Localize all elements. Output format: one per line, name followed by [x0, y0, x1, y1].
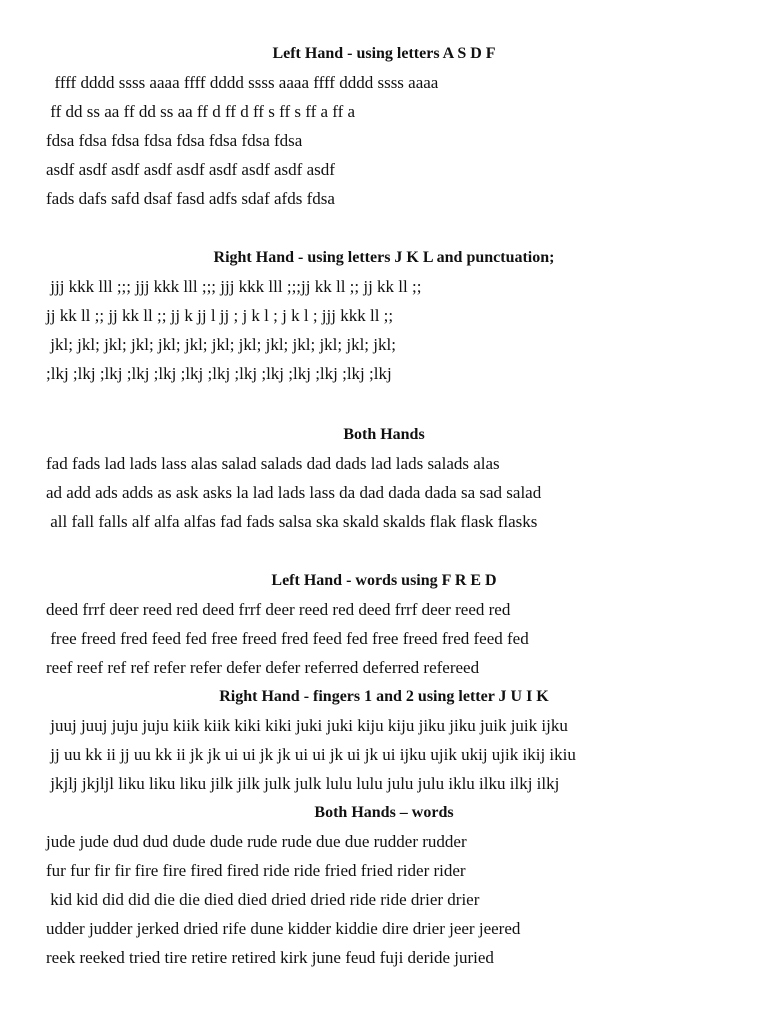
section-heading-left-hand-asdf: Left Hand - using letters A S D F — [272, 45, 496, 62]
text-line: jkjlj jkjljl liku liku liku jilk jilk julk julk lulu lulu julu julu iklu ilku ilkj ilkj — [46, 774, 560, 793]
text-line: ffff dddd ssss aaaa ffff dddd ssss aaaa ffff dddd ssss aaaa — [46, 73, 439, 92]
text-line: jkl; jkl; jkl; jkl; jkl; jkl; jkl; jkl; jkl; jkl; jkl; jkl; jkl; — [46, 335, 396, 354]
text-line: jjj kkk lll ;;; jjj kkk lll ;;; jjj kkk lll ;;;jj kk ll ;; jj kk ll ;; — [46, 277, 422, 296]
text-line: all fall falls alf alfa alfas fad fads salsa ska skald skalds flak flask flasks — [46, 512, 538, 531]
text-line: jj kk ll ;; jj kk ll ;; jj k jj l jj ; j k l ; j k l ; jjj kkk ll ;; — [46, 306, 394, 325]
text-line: kid kid did did die die died died dried dried ride ride drier drier — [46, 890, 480, 909]
text-line: reek reeked tried tire retire retired kirk june feud fuji deride juried — [46, 948, 494, 967]
text-line: fur fur fir fir fire fire fired fired ride ride fried fried rider rider — [46, 861, 466, 880]
section-heading-both-hands-words: Both Hands – words — [314, 804, 454, 821]
text-line: jj uu kk ii jj uu kk ii jk jk ui ui jk jk ui ui jk ui jk ui ijku ujik ukij ujik ikij ikiu — [46, 745, 576, 764]
text-line: juuj juuj juju juju kiik kiik kiki kiki juki juki kiju kiju jiku jiku juik juik ijku — [46, 716, 568, 735]
text-line: free freed fred feed fed free freed fred feed fed free freed fred feed fed — [46, 629, 529, 648]
text-line: fdsa fdsa fdsa fdsa fdsa fdsa fdsa fdsa — [46, 131, 303, 150]
text-line: ff dd ss aa ff dd ss aa ff d ff d ff s ff s ff a ff a — [46, 102, 356, 121]
section-heading-both-hands: Both Hands — [343, 426, 425, 443]
text-line: deed frrf deer reed red deed frrf deer reed red deed frrf deer reed red — [46, 600, 511, 619]
section-heading-right-hand-juik: Right Hand - fingers 1 and 2 using letter J U I K — [219, 688, 549, 705]
section-heading-left-hand-fred: Left Hand - words using F R E D — [271, 572, 497, 589]
text-line: asdf asdf asdf asdf asdf asdf asdf asdf asdf — [46, 160, 335, 179]
text-line: fads dafs safd dsaf fasd adfs sdaf afds fdsa — [46, 189, 335, 208]
section-heading-right-hand-jkl: Right Hand - using letters J K L and punctuation; — [213, 249, 555, 266]
text-line: fad fads lad lads lass alas salad salads dad dads lad lads salads alas — [46, 454, 500, 473]
text-line: ;lkj ;lkj ;lkj ;lkj ;lkj ;lkj ;lkj ;lkj ;lkj ;lkj ;lkj ;lkj ;lkj — [46, 364, 392, 383]
text-line: udder judder jerked dried rife dune kidder kiddie dire drier jeer jeered — [46, 919, 521, 938]
text-line: ad add ads adds as ask asks la lad lads lass da dad dada dada sa sad salad — [46, 483, 542, 502]
text-line: jude jude dud dud dude dude rude rude due due rudder rudder — [46, 832, 467, 851]
text-line: reef reef ref ref refer refer defer defer referred deferred refereed — [46, 658, 480, 677]
